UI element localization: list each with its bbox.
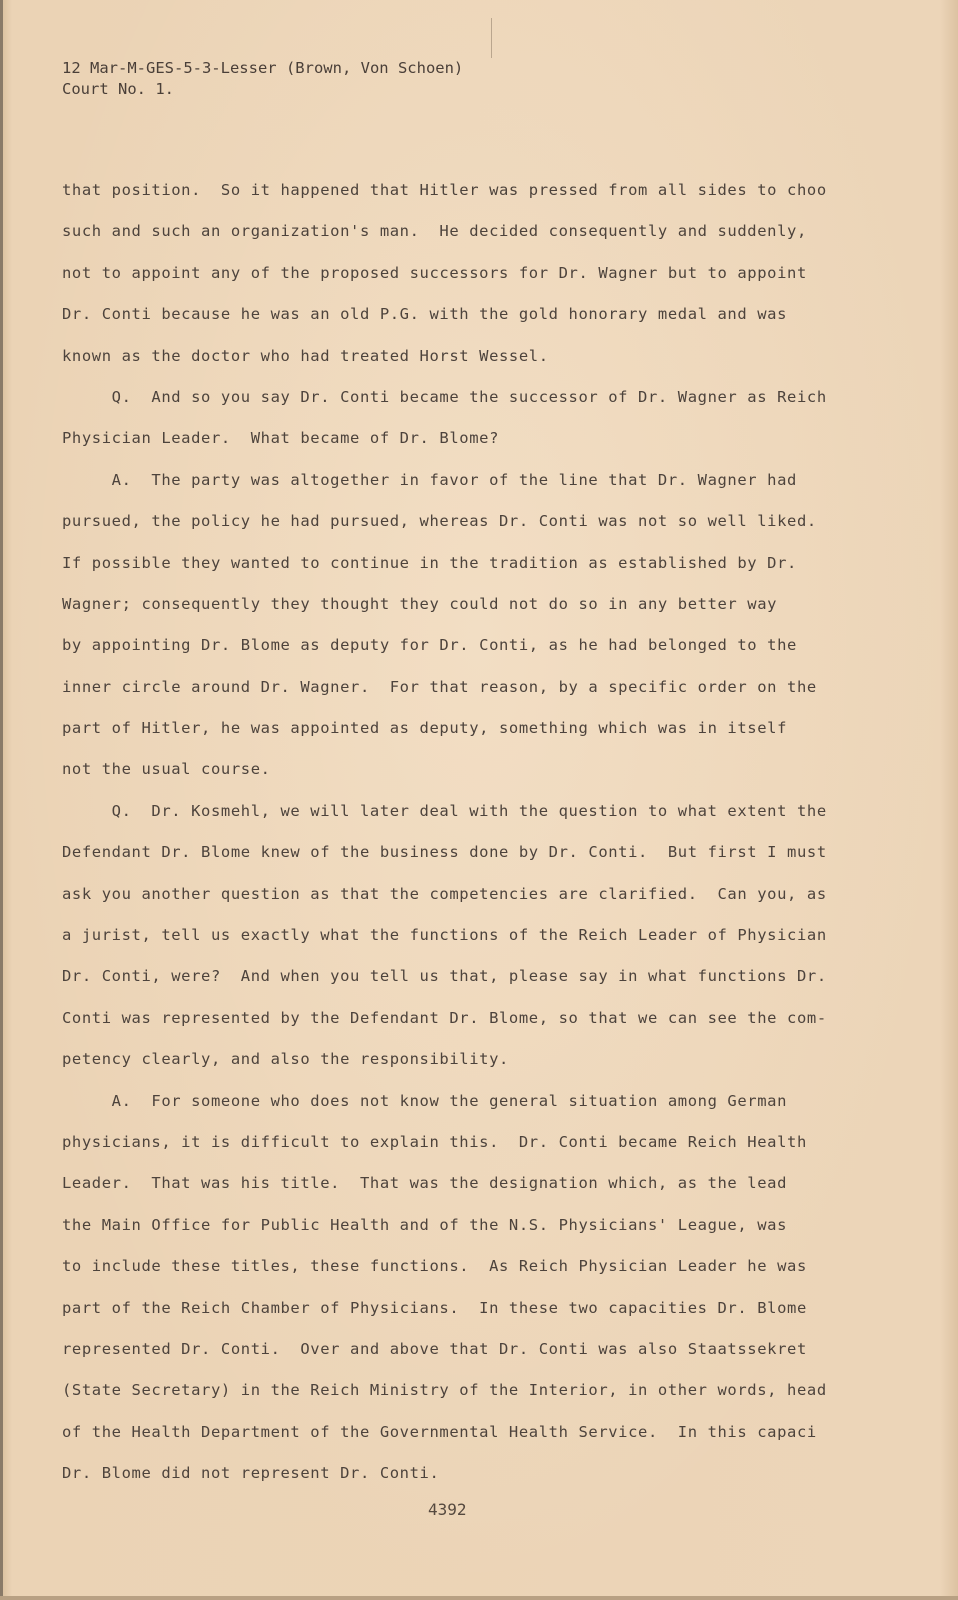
transcript-line: known as the doctor who had treated Horst Wessel. bbox=[62, 346, 549, 365]
transcript-line: (State Secretary) in the Reich Ministry of the Interior, in other words, head bbox=[62, 1381, 827, 1400]
transcript-line: Conti was represented by the Defendant Dr. Blome, so that we can see the com- bbox=[62, 1008, 827, 1027]
transcript-line: part of the Reich Chamber of Physicians. In these two capacities Dr. Blome bbox=[62, 1298, 807, 1317]
page-edge-shadow bbox=[0, 0, 3, 1600]
transcript-line: If possible they wanted to continue in the tradition as established by Dr. bbox=[62, 553, 797, 572]
transcript-line: ask you another question as that the competencies are clarified. Can you, as bbox=[62, 884, 827, 903]
transcript-body bbox=[62, 170, 862, 1495]
paper-mark bbox=[491, 18, 492, 58]
transcript-line: Defendant Dr. Blome knew of the business done by Dr. Conti. But first I must bbox=[62, 843, 827, 862]
transcript-line: represented Dr. Conti. Over and above that Dr. Conti was also Staatssekret bbox=[62, 1339, 807, 1358]
transcript-line: a jurist, tell us exactly what the functions of the Reich Leader of Physician bbox=[62, 926, 827, 945]
transcript-line: such and such an organization's man. He decided consequently and suddenly, bbox=[62, 222, 807, 241]
transcript-line: A. The party was altogether in favor of the line that Dr. Wagner had bbox=[62, 470, 797, 489]
transcript-line: Dr. Blome did not represent Dr. Conti. bbox=[62, 1464, 440, 1483]
transcript-line: to include these titles, these functions. As Reich Physician Leader he was bbox=[62, 1257, 807, 1276]
document-header bbox=[62, 58, 463, 100]
header-session-line: 12 Mar-M-GES-5-3-Lesser (Brown, Von Schoen) bbox=[62, 59, 464, 77]
transcript-line: physicians, it is difficult to explain this. Dr. Conti became Reich Health bbox=[62, 1132, 807, 1151]
transcript-line: not to appoint any of the proposed successors for Dr. Wagner but to appoint bbox=[62, 263, 807, 282]
transcript-line: Wagner; consequently they thought they could not do so in any better way bbox=[62, 594, 778, 613]
transcript-line: the Main Office for Public Health and of the N.S. Physicians' League, was bbox=[62, 1215, 788, 1234]
header-court-line: Court No. 1. bbox=[62, 80, 174, 98]
transcript-line: Leader. That was his title. That was the designation which, as the lead bbox=[62, 1174, 788, 1193]
transcript-line: that position. So it happened that Hitler was pressed from all sides to choo bbox=[62, 181, 827, 199]
transcript-line: by appointing Dr. Blome as deputy for Dr. Conti, as he had belonged to the bbox=[62, 636, 797, 655]
transcript-line: Dr. Conti, were? And when you tell us that, please say in what functions Dr. bbox=[62, 967, 827, 986]
transcript-line: Q. And so you say Dr. Conti became the successor of Dr. Wagner as Reich bbox=[62, 387, 827, 406]
transcript-line: part of Hitler, he was appointed as deputy, something which was in itself bbox=[62, 719, 788, 738]
transcript-line: Dr. Conti because he was an old P.G. with the gold honorary medal and was bbox=[62, 305, 788, 324]
transcript-line: A. For someone who does not know the general situation among German bbox=[62, 1091, 788, 1110]
transcript-line: petency clearly, and also the responsibility. bbox=[62, 1050, 509, 1069]
page-number: 4392 bbox=[428, 1500, 467, 1519]
page-bottom-edge bbox=[0, 1596, 958, 1600]
transcript-line: pursued, the policy he had pursued, whereas Dr. Conti was not so well liked. bbox=[62, 512, 817, 531]
transcript-line: not the usual course. bbox=[62, 760, 271, 779]
transcript-line: inner circle around Dr. Wagner. For that reason, by a specific order on the bbox=[62, 677, 817, 696]
transcript-line: of the Health Department of the Governmental Health Service. In this capaci bbox=[62, 1422, 817, 1441]
transcript-line: Physician Leader. What became of Dr. Blome? bbox=[62, 429, 499, 448]
transcript-line: Q. Dr. Kosmehl, we will later deal with the question to what extent the bbox=[62, 801, 827, 820]
